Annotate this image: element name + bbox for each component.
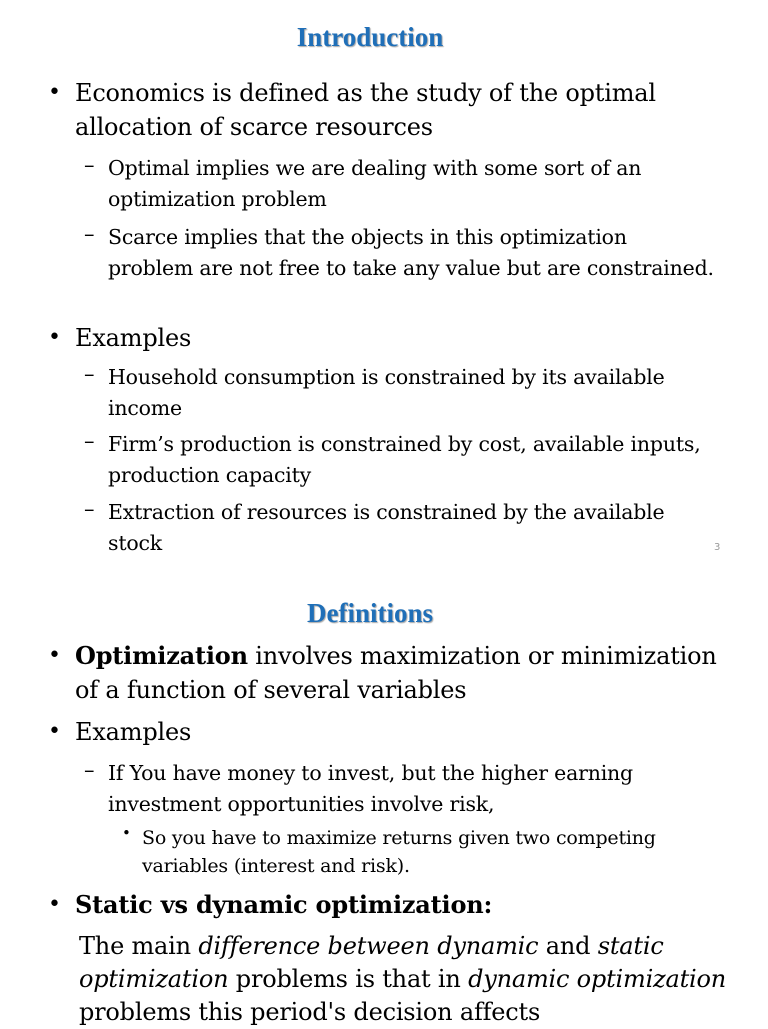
static-dynamic-paragraph	[79, 930, 729, 1029]
sub-bullet-text: Extraction of resources is constrained by the available stock	[108, 500, 665, 555]
para-text: problems is that in	[228, 965, 469, 993]
dash-marker: –	[84, 497, 95, 521]
slide-title: Definitions	[306, 598, 433, 628]
para-italic: static optimization	[79, 932, 664, 993]
page-number: 3	[714, 542, 721, 553]
slide-title: Introduction	[296, 22, 444, 52]
slide-definitions	[0, 570, 768, 1024]
sub-bullet-text: Scarce implies that the objects in this optimization problem are not free to take any value but are constrained.	[108, 225, 714, 280]
bullet-text	[75, 639, 735, 707]
bullet-marker: •	[48, 719, 61, 744]
dash-marker: –	[84, 153, 95, 177]
bullet-text: Static vs dynamic optimization:	[75, 890, 493, 919]
sub-sub-bullet-text: So you have to maximize returns given two competing variables (interest and risk).	[142, 827, 656, 877]
bullet-text: Examples	[75, 324, 192, 352]
bullet-marker: •	[48, 80, 61, 105]
bullet-text: Examples	[75, 718, 192, 746]
bullet-marker: •	[122, 824, 131, 842]
sub-bullet-text: If You have money to invest, but the higher earning investment opportunities involve risk,	[108, 761, 633, 816]
para-text: The main	[79, 932, 199, 960]
sub-bullet-text: Optimal implies we are dealing with some sort of an optimization problem	[108, 156, 642, 211]
dash-marker: –	[84, 222, 95, 246]
para-italic: difference between dynamic	[198, 932, 539, 960]
bold-term: Optimization	[75, 641, 248, 670]
bullet-marker: •	[48, 892, 61, 917]
bullet-text: Economics is defined as the study of the optimal allocation of scarce resources	[75, 79, 656, 141]
para-text: and	[538, 932, 598, 960]
sub-bullet-text: Firm’s production is constrained by cost, available inputs, production capacity	[108, 432, 701, 487]
para-italic: dynamic optimization	[468, 965, 727, 993]
bullet-marker: •	[48, 643, 61, 668]
dash-marker: –	[84, 758, 95, 782]
dash-marker: –	[84, 362, 95, 386]
sub-bullet-text: Household consumption is constrained by its available income	[108, 365, 665, 420]
bullet-marker: •	[48, 325, 61, 350]
dash-marker: –	[84, 429, 95, 453]
bullet-text-rest: involves maximization or minimization of a function of several variables	[75, 642, 717, 704]
para-text: problems this period's decision affects	[79, 998, 541, 1026]
